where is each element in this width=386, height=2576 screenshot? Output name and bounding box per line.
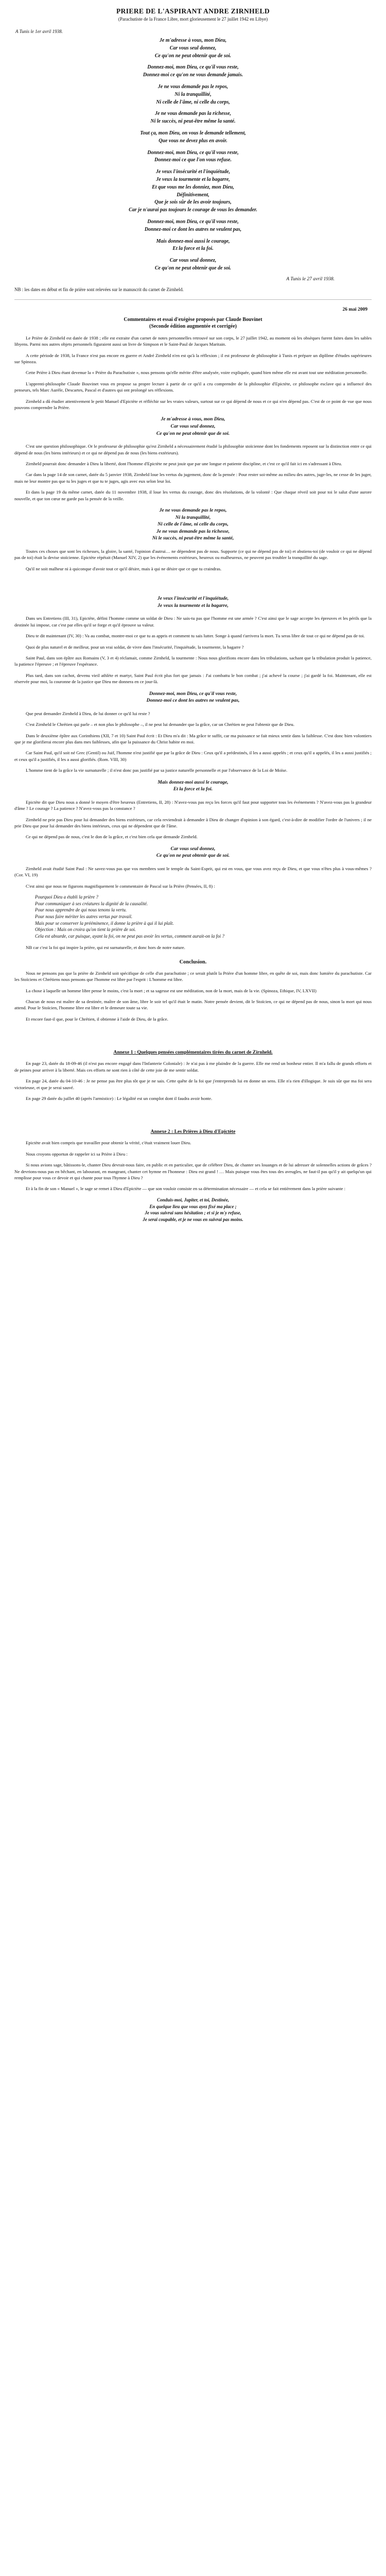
final-poem-line: Je serai coupable, et je ne vous en suivrai pas moins. — [143, 1217, 243, 1223]
paragraph: Car dans la page 14 de son carnet, datée du 5 janvier 1938, Zirnheld loue les vertus du jugement, donc de la pensée : Pour rester soi-même au milieu des autres, juge-les, ne cesse de les juger, mais ne leur montre pas que tu les juges et que tu te juges, agis avec eux selon leur loi. — [14, 472, 372, 484]
prayer-line: Mais donnez-moi aussi le courage, — [156, 238, 230, 244]
quote-line: Et la force et la foi. — [173, 786, 213, 792]
quote-line: Je veux la tourmente et la bagarre, — [157, 602, 229, 608]
prayer-stanza — [14, 218, 372, 234]
annex-2-section — [14, 1140, 372, 1192]
commentary-section-3 — [14, 548, 372, 572]
prayer-line: Car vous seul donnez, — [169, 258, 217, 264]
prayer-line: Je ne vous demande pas la richesse, — [154, 111, 232, 117]
paragraph: C'est ainsi que nous ne figurons magnifiquement le commentaire de Pascal sur la Prière (Pensées, II, 8) : — [26, 883, 215, 889]
prayer-line: Car je n'aurai pas toujours le courage de vous les demander. — [129, 207, 257, 213]
commentary-section-1 — [14, 335, 372, 411]
document-title: PRIERE DE L'ASPIRANT ANDRE ZIRNHELD — [116, 7, 270, 15]
paragraph: Dans ses Entretiens (III, 31), Epictète, défini l'homme comme un soldat de Dieu : Ne sais-tu pas que l'homme est une armée ? C'est ainsi que le sage accepte les épreuves et les périls que la destinée lui impose, car c'est par elles qu'il se forge et qu'il éprouve sa valeur. — [14, 616, 372, 628]
prayer-stanza — [14, 37, 372, 60]
prayer-line: Ni la tranquillité, — [174, 91, 212, 97]
quote-line: Je ne vous demande pas le repos, — [159, 507, 227, 513]
paragraph: Quoi de plus naturel et de meilleur, pour un vrai soldat, de vivre dans l'insécurité, l'inquiétude, la tourmente, la bagarre ? — [26, 644, 244, 650]
quote-block-4 — [14, 690, 372, 704]
prayer-line: Que vous ne devez plus en avoir. — [159, 138, 227, 144]
paragraph: C'est une question philosophique. Or le professeur de philosophie qu'est Zirnheld a nécessairement étudié la philosophie stoïcienne dont les fondements reposent sur la distinction entre ce qui dépend de nous (les biens intérieurs) et ce qui ne dépend pas de nous (les biens extérieurs). — [14, 444, 372, 455]
prayer-line: Et la force et la foi. — [172, 246, 214, 252]
quote-line: Ni celle de l'âme, ni celle du corps, — [157, 521, 229, 528]
dateline-start: A Tunis le 1er avril 1938. — [15, 29, 63, 34]
annex-1-section — [14, 1060, 372, 1101]
prayer-line: Je veux l'insécurité et l'inquiétude, — [155, 169, 231, 175]
dateline-end: A Tunis le 27 avril 1938. — [286, 276, 335, 282]
commentary-section-6 — [14, 799, 372, 840]
prayer-line: Et que vous me les donniez, mon Dieu, — [152, 184, 234, 190]
commentary-section-5 — [14, 710, 372, 774]
prayer-stanza — [14, 238, 372, 253]
paragraph: Zirnheld a dû étudier attentivement le petit Manuel d'Epictète et réfléchir sur les vraies valeurs, surtout sur ce qui dépend de nous et ce qui n'en dépend pas. C'est de ce point de vue que nous pouvons comprendre la Prière. — [14, 398, 372, 410]
prayer-line: Donnez-moi, mon Dieu, ce qu'il vous reste, — [147, 218, 239, 225]
paragraph: Toutes ces choses que sont les richesses, la gloire, la santé, l'opinion d'autrui… ne dépendent pas de nous. Supporte (ce qui ne dépend pas de toi) et abstiens-toi (de vouloir ce qui ne dépend pas de toi) était la devise stoïcienne. Epictète répétait (Manuel XIV, 2) que les événements extérieurs, heureux ou malheureux, ne peuvent pas troubler la tranquillité du sage. — [14, 548, 372, 561]
quote-block-2 — [14, 507, 372, 542]
quote-line: Ni le succès, ni peut-être même la santé, — [152, 535, 234, 541]
conclusion-section — [14, 970, 372, 1022]
quote-block-1 — [14, 416, 372, 437]
quote-line: Je m'adresse à vous, mon Dieu, — [161, 416, 225, 422]
paragraph: En page 29 datée du juillet 40 (après l'armistice) : Le légalité est un complot dont il faudra avoir honte. — [26, 1095, 213, 1101]
pascal-line: Pour nous apprendre de qui nous tenons la vertu. — [35, 907, 127, 913]
prayer-line: Je ne vous demande pas le repos, — [157, 83, 229, 90]
commentary-date: 26 mai 2009 — [342, 307, 367, 312]
final-poem-line: En quelque lieu que vous ayez fixé ma place ; — [149, 1204, 237, 1209]
prayer-line: Définitivement, — [177, 192, 209, 198]
pascal-line: Mais pour se conserver la prééminence, il donne la prière à qui il lui plaît. — [35, 920, 174, 926]
nb-note-2: NB car c'est la foi qui inspire la prière, qui est surnaturelle, et donc hors de notre nature. — [26, 945, 185, 951]
annex-2-title: Annexe 2 : Les Prières à Dieu d'Epictète — [150, 1129, 236, 1135]
paragraph: Et à la fin de son « Manuel », le sage se remet à Dieu d'Epictète — que son vouloir consiste en sa détermination nécessaire — et cela se fait entièrement dans la prière suivante : — [26, 1186, 346, 1192]
annex-1-title: Annexe 1 : Quelques pensées complémentaires tirées du carnet de Zirnheld. — [113, 1049, 273, 1056]
prayer-line: Donnez-moi ce dont les autres ne veulent pas, — [144, 226, 242, 232]
quote-line: Je veux l'insécurité et l'inquiétude, — [157, 596, 229, 602]
quote-line: Je ne vous demande pas la richesse, — [156, 528, 230, 534]
paragraph: Dans le deuxième épître aux Corinthiens (XII, 7 et 10) Saint Paul écrit : Et Dieu m'a dit : Ma grâce te suffit, car ma puissance se fait mieux sentir dans la faiblesse. C'est donc bien volontiers que je me glorifierai encore plus dans mes faiblesses, afin que la puissance du Christ habite en moi. — [14, 733, 372, 745]
paragraph: Cette Prière à Dieu étant devenue la « Prière du Parachutiste », nous pensons qu'elle mérite d'être analysée, voire expliquée, quand bien même elle est avant tout une méditation personnelle. — [26, 370, 367, 376]
commentary-title-line2: (Seconde édition augmentée et corrigée) — [149, 323, 237, 329]
paragraph: Si nous avions sage, bâtissons-le, chanter Dieu devrait-nous faire, en public et en particulier, que de célébrer Dieu, de chanter ses louanges et de lui adresser de solennelles actions de grâces ? Ne devrions-nous pas en bêchant, en labourant, en mangeant, chanter cet hymne en l'honneur : Dieu est grand ! … Mais puisque vous êtes tous des aveugles, ne faut-il pas qu'il y ait quelqu'un qui remplisse pour vous ce devoir et qui chante pour tous l'hymne à Dieu ? — [14, 1162, 372, 1180]
paragraph: Nous ne pensons pas que la prière de Zirnheld soit spécifique de celle d'un parachutiste ; ce serait plutôt la Prière d'un homme libre, en quête de soi, mais donc lumière du parachutiste. Car les Stoïciens et Chrétiens nous pensons que l'homme est libre par l'esprit : L'homme est libre. — [14, 970, 372, 982]
prayer-stanza — [14, 64, 372, 79]
paragraph: Zirnheld avait étudié Saint Paul : Ne savez-vous pas que vos membres sont le temple du Saint-Esprit, qui est en vous, que vous avez reçu de Dieu, et que vous n'êtes plus à vous-mêmes ? (Cor. VI, 19) — [14, 866, 372, 878]
prayer-line: Car vous seul donnez, — [169, 45, 217, 51]
paragraph: Le Prière de Zirnheld est datée de 1938 ; elle est extraite d'un carnet de notes personnelles retrouvé sur son corps, le 27 juillet 1942, au moment où les obsèques furent faites dans les sables libyens. Parmi nos autres objets personnels figuraient aussi un livre de Simpson et le Saint-Paul de Jacques Maritain. — [14, 335, 372, 347]
paragraph: En page 24, datée du 04-10-46 : Je ne pense pas être plus tôt que je ne sais. Cette quête de la foi que j'entreprends lui en donne un sens. Elle n'a rien d'illogique. Je suis sûr que ma foi sera victorieuse, et que je serai sauvé. — [14, 1078, 372, 1090]
paragraph: Zirnheld pourrait donc demander à Dieu la liberté, dont l'homme d'Epictète ne peut jouir que par une longue et patiente discipline, et c'est ce qu'il fait ici en s'adressant à Dieu. — [26, 461, 342, 466]
pascal-line: Pourquoi Dieu a établi la prière ? — [35, 894, 98, 900]
paragraph: Chacun de nous est maître de sa destinée, maître de son âme, libre le soir tel qu'il était le matin. Notre pensée devient, dit le Stoïcien, ce qui ne dépend pas de nous, sinon la mort qui nous attend. Pour le Stoïcien, l'homme libre est libre et le demeure toute sa vie. — [14, 999, 372, 1011]
pascal-quote — [35, 894, 351, 939]
quote-line: Ce qu'on ne peut obtenir que de soi. — [156, 853, 230, 859]
quote-line: Car vous seul donnez, — [170, 423, 216, 429]
quote-line: Ce qu'on ne peut obtenir que de soi. — [156, 430, 230, 436]
prayer-line: Ni celle de l'âme, ni celle du corps, — [156, 99, 230, 105]
pascal-line: Objection : Mais on croira qu'on tient la prière de soi. — [35, 927, 136, 933]
quote-line: Ni la tranquillité, — [175, 514, 211, 520]
paragraph: En page 23, datée du 18-09-46 (il n'est pas encore engagé dans l'Infanterie Coloniale) : Je n'ai pas à me plaindre de la guerre. Elle me rend un bonheur entier. Il m'a fallu de grands efforts et de peines pour arriver à la liberté. Mais ces efforts ne sont rien à côté de cette joie de me sentir soldat. — [14, 1061, 372, 1073]
conclusion-title: Conclusion. — [179, 959, 207, 965]
prayer-line: Je veux la tourmente et la bagarre, — [156, 176, 230, 182]
paragraph: Dieu te dit maintenant (IV, 30) : Va au combat, montre-moi ce que tu as appris et comment tu sais lutter. Songe à quand t'arrivera la mort. Tu seras libre de tout ce qui ne dépend pas de toi. — [26, 633, 365, 639]
final-poem-line: Je vous suivrai sans hésitation ; et si je m'y refuse, — [145, 1210, 241, 1216]
paragraph: Ce qui ne dépend pas de nous, c'est le don de la grâce, et c'est bien cela que demande Zirnheld. — [26, 834, 198, 840]
paragraph: Et dans la page 19 du même carnet, datée du 11 novembre 1938, il loue les vertus du courage, donc des résolutions, de la volonté : Que chaque réveil soit pour toi le salut d'une aurore nouvelle, et que ton cœur ne garde pas la pensée de la veille. — [14, 489, 372, 501]
paragraph: Car Saint Paul, qu'il soit né Grec (Gentil) ou Juif, l'homme n'est justifié que par la grâce de Dieu : Ceux qu'il a prédestinés, il les a aussi appelés ; et ceux qu'il a appelés, il les a aussi justifiés ; et ceux qu'il a justifiés, il les a aussi glorifiés. (Rom. VIII, 30) — [14, 750, 372, 762]
prayer-line: Ni le succès, ni peut-être même la santé. — [150, 118, 236, 125]
paragraph: Zirnheld ne prie pas Dieu pour lui demander des biens extérieurs, car cela reviendrait à demander à Dieu de changer d'opinion à son égard, c'est-à-dire de modifier l'ordre de l'univers ; il ne prie Dieu que pour lui demander des biens intérieurs, ceux qui ne dépendent que de l'âme. — [14, 817, 372, 829]
final-poem-line: Conduis-moi, Jupiter, et toi, Destinée, — [156, 1197, 229, 1202]
paragraph: L'apprenti-philosophe Claude Bouvinet vous en propose sa propre lecture à partir de ce qu'il a cru comprendre de la philosophie d'Epictète, ce philosophe esclave qui a influencé des penseurs, tels Marc Aurèle, Descartes, Pascal et d'autres qui ont prolongé ses réflexions. — [14, 381, 372, 393]
commentary-title-line1: Commentaires et essai d'exégèse proposés par Claude Bouvinet — [124, 316, 262, 323]
prayer-line: Donnez-moi ce qu'on ne vous demande jamais. — [143, 72, 243, 78]
paragraph: La chose à laquelle un homme libre pense le moins, c'est la mort ; et sa sagesse est une méditation, non de la mort, mais de la vie. (Spinoza, Ethique, IV, LXVII) — [26, 988, 317, 993]
prayer-line: Tout ça, mon Dieu, on vous le demande tellement, — [140, 130, 246, 136]
prayer-line: Ce qu'on ne peut obtenir que de soi. — [154, 53, 232, 59]
commentary-section-2 — [14, 443, 372, 502]
quote-block-6 — [14, 845, 372, 859]
prayer-line: Que je sois sûr de les avoir toujours, — [154, 199, 232, 206]
pascal-line: Cela est absurde, car puisque, ayant la foi, on ne peut pas avoir les vertus, comment aurait-on la foi ? — [35, 933, 224, 939]
prayer-stanza — [14, 257, 372, 273]
prayer-stanza — [14, 149, 372, 165]
paragraph: Plus tard, dans son cachot, devenu vieil athlète et martyr, Saint Paul écrit plus fort que jamais : J'ai combattu le bon combat ; j'ai achevé la course ; j'ai gardé la foi. Maintenant, elle est réservée pour moi, la couronne de la justice que Dieu me donnera en ce jour-là. — [14, 672, 372, 685]
paragraph: Et encore faut-il que, pour le Chrétien, il obtienne à l'aide de Dieu, de la grâce. — [26, 1016, 168, 1022]
commentary-section-4 — [14, 615, 372, 685]
paragraph: Epictète avait bien compris que travailler pour obtenir la vérité, c'était vraiment louer Dieu. — [26, 1140, 191, 1146]
prayer-line: Ce qu'on ne peut obtenir que de soi. — [154, 265, 232, 271]
prayer-text — [14, 37, 372, 273]
pascal-line: Pour nous faire mériter les autres vertus par travail. — [35, 914, 133, 920]
quote-line: Mais donnez-moi aussi le courage, — [157, 779, 229, 785]
paragraph: Epictète dit que Dieu nous a donné le moyen d'être heureux (Entretiens, II, 28) : N'avez-vous pas reçu les forces qu'il faut pour supporter tous les événements ? N'avez-vous pas la grandeur d'âme ? Le courage ? La patience ? N'avez-vous pas la constance ? — [14, 799, 372, 811]
prayer-line: Donnez-moi, mon Dieu, ce qu'il vous reste, — [147, 149, 239, 156]
prayer-line: Donnez-moi, mon Dieu, ce qu'il vous reste, — [147, 64, 239, 71]
paragraph: Que peut demander Zirnheld à Dieu, de lui donner ce qu'il lui reste ? — [26, 710, 150, 716]
quote-line: Donnez-moi, mon Dieu, ce qu'il vous reste, — [149, 690, 237, 697]
pascal-line: Pour communiquer à ses créatures la dignité de la causalité. — [35, 901, 148, 906]
quote-block-5 — [14, 779, 372, 793]
paragraph: L'homme tient de la grâce la vie surnaturelle ; il n'est donc pas justifié par sa justice naturelle personnelle et par l'observance de la Loi de Moïse. — [26, 768, 288, 773]
nb-note: NB : les dates en début et fin de prière sont relevées sur le manuscrit du carnet de Zirnheld. — [14, 286, 184, 292]
quote-block-3 — [14, 595, 372, 609]
paragraph: Nous croyons opportun de rappeler ici sa Prière à Dieu : — [26, 1151, 128, 1157]
document-subtitle: (Parachutiste de la France Libre, mort glorieusement le 27 juillet 1942 en Libye) — [118, 16, 268, 22]
commentary-section-7 — [14, 866, 372, 889]
prayer-stanza — [14, 130, 372, 145]
quote-line: Car vous seul donnez, — [170, 845, 216, 852]
prayer-line: Je m'adresse à vous, mon Dieu, — [159, 38, 227, 43]
final-poem — [14, 1197, 372, 1223]
prayer-stanza — [14, 168, 372, 214]
commentary-title — [14, 316, 372, 330]
paragraph: C'est Zirnheld le Chrétien qui parle – et non plus le philosophe –, il ne peut lui demander que la grâce, car un Chrétien ne peut l'obtenir que de Dieu. — [26, 722, 295, 727]
paragraph: Saint Paul, dans son épître aux Romains (V, 3 et 4) réclamait, comme Zirnheld, la tourmente : Nous nous glorifions encore dans les tribulations, sachant que la tribulation produit la patience, la patience l'épreuve ; et l'épreuve l'espérance. — [14, 655, 372, 667]
quote-line: Donnez-moi ce dont les autres ne veulent pas, — [146, 698, 240, 704]
prayer-stanza — [14, 83, 372, 106]
prayer-line: Donnez-moi ce que l'on vous refuse. — [154, 157, 232, 163]
prayer-stanza — [14, 110, 372, 126]
paragraph: A cette période de 1938, la France n'est pas encore en guerre et André Zirnheld n'en est qu'à la réflexion ; il est professeur de philosophie à Tunis et prépare un diplôme d'études supérieures sur Spinoza. — [14, 352, 372, 364]
paragraph: Qu'il ne soit malheur ni à quiconque d'avoir tout ce qu'il désire, mais à qui ne désire que ce que tu craindras. — [26, 566, 222, 571]
divider — [14, 299, 372, 300]
